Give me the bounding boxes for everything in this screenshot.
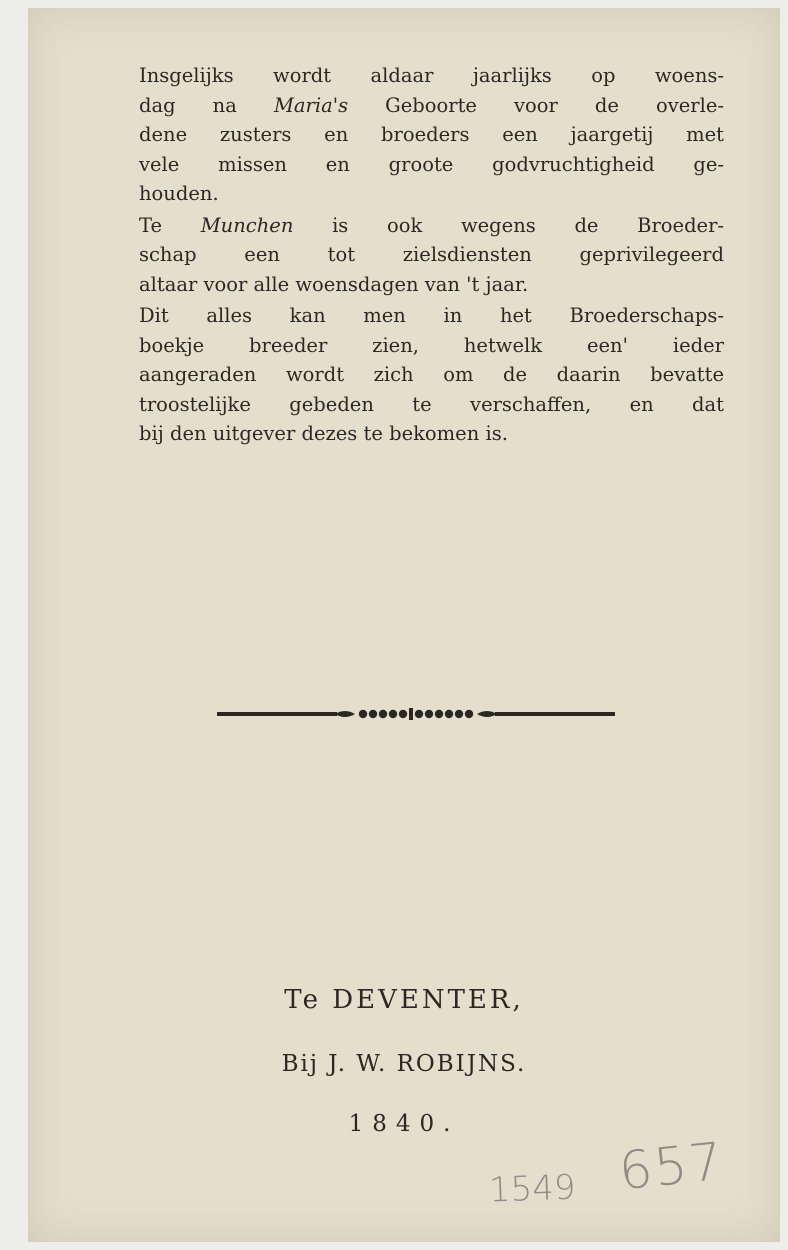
text-line bbox=[139, 240, 724, 270]
text-segment: aangeraden wordt zich om de daarin bevatte bbox=[139, 363, 724, 386]
text-segment: houden. bbox=[139, 182, 219, 205]
ornamental-divider bbox=[217, 707, 615, 721]
text-line bbox=[139, 179, 724, 209]
text-segment: boekje breeder zien, hetwelk een' ieder bbox=[139, 333, 724, 357]
text-line bbox=[139, 360, 724, 390]
body-text bbox=[139, 61, 724, 449]
text-segment: Geboorte voor de overle- bbox=[348, 93, 724, 117]
text-segment: troostelijke gebeden te verschaffen, en dat bbox=[139, 392, 724, 416]
italic-word-munchen: Munchen bbox=[200, 213, 294, 237]
divider-bead-row bbox=[359, 708, 473, 720]
divider-bar-left bbox=[217, 712, 337, 716]
text-segment: bij den uitgever dezes te bekomen is. bbox=[139, 422, 508, 445]
text-line bbox=[139, 270, 724, 300]
paragraph-1 bbox=[139, 61, 724, 209]
text-line bbox=[139, 390, 724, 420]
divider-scroll-left bbox=[335, 711, 355, 717]
imprint-year: 1840. bbox=[348, 1111, 460, 1137]
text-segment: Dit alles kan men in het Broederschaps- bbox=[139, 304, 724, 327]
text-line bbox=[139, 419, 724, 449]
divider-scroll-right bbox=[477, 711, 497, 717]
text-line bbox=[139, 211, 724, 241]
pencil-annotation-right: 657 bbox=[616, 1131, 728, 1203]
document-page bbox=[28, 8, 780, 1242]
pencil-annotation-left: 1549 bbox=[488, 1167, 577, 1211]
text-segment: is ook wegens de Broeder- bbox=[293, 213, 724, 237]
text-segment: Insgelijks wordt aldaar jaarlijks op woens- bbox=[139, 64, 724, 87]
imprint-publisher: Bij J. W. ROBIJNS. bbox=[281, 1051, 527, 1077]
text-segment: Te bbox=[139, 213, 201, 237]
paragraph-2 bbox=[139, 211, 724, 300]
text-line bbox=[139, 150, 724, 180]
text-segment: vele missen en groote godvruchtigheid ge- bbox=[139, 152, 724, 176]
text-segment: dag na bbox=[139, 93, 274, 117]
text-line bbox=[139, 301, 724, 331]
text-line bbox=[139, 91, 724, 121]
paragraph-3 bbox=[139, 301, 724, 449]
italic-word-marias: Maria's bbox=[273, 93, 349, 117]
imprint-place: Te DEVENTER, bbox=[284, 985, 524, 1015]
text-segment: altaar voor alle woensdagen van 't jaar. bbox=[139, 272, 529, 296]
text-line bbox=[139, 331, 724, 361]
text-segment: dene zusters en broeders een jaargetij met bbox=[139, 123, 724, 146]
text-line bbox=[139, 61, 724, 91]
text-line bbox=[139, 120, 724, 150]
divider-bar-right bbox=[495, 712, 615, 716]
text-segment: schap een tot zielsdiensten geprivilegeerd bbox=[139, 243, 724, 266]
